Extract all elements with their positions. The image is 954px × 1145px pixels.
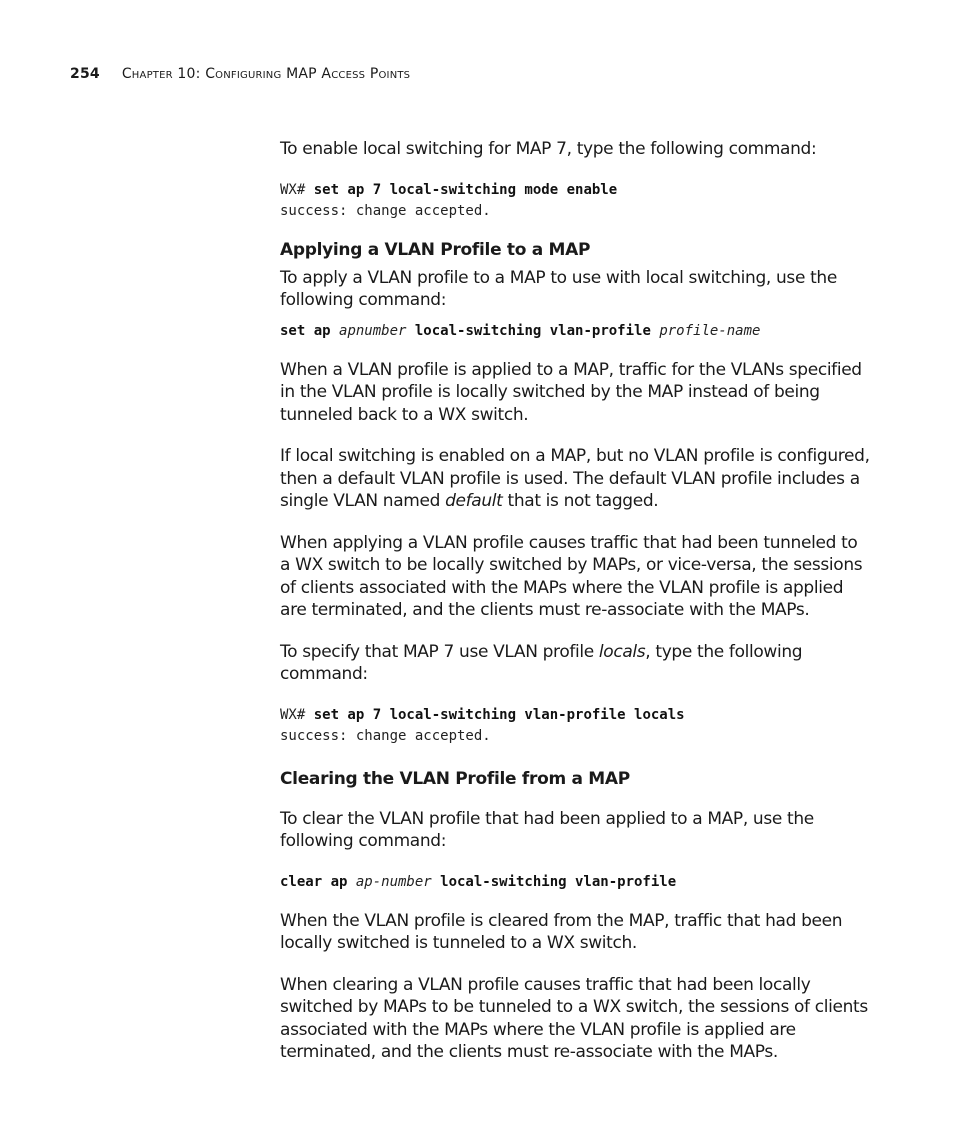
emphasis-locals: locals bbox=[598, 641, 646, 662]
syntax-set-ap-vlan-profile bbox=[280, 321, 870, 342]
page-number: 254 bbox=[70, 66, 100, 82]
section-heading-clear-vlan-profile: Clearing the VLAN Profile from a MAP bbox=[280, 768, 630, 789]
cli-prompt: WX# bbox=[280, 181, 314, 198]
syntax-argument: ap-number bbox=[355, 873, 432, 890]
code-block-set-vlan-profile-locals bbox=[280, 705, 870, 747]
intro-paragraph: To enable local switching for MAP 7, type the following command: bbox=[280, 139, 817, 159]
syntax-keyword: set ap bbox=[280, 322, 340, 339]
syntax-keyword: clear ap bbox=[280, 873, 356, 890]
clear-session-termination-paragraph: When clearing a VLAN profile causes traffic that had been locally switched by MAPs to be tunneled to a WX switch, the sessions of clients associated with the MAPs where the VLAN profile is applied are terminated, and the clients must re-associate with the MAPs. bbox=[280, 974, 868, 1062]
syntax-clear-ap-vlan-profile bbox=[280, 872, 870, 893]
cli-prompt: WX# bbox=[280, 706, 314, 723]
session-termination-paragraph: When applying a VLAN profile causes traffic that had been tunneled to a WX switch to be locally switched by MAPs, or vice-versa, the sessions of clients associated with the MAPs where the VLAN profile is applied are terminated, and the clients must re-associate with the MAPs. bbox=[280, 532, 863, 620]
clear-intro-paragraph: To clear the VLAN profile that had been applied to a MAP, use the following command: bbox=[280, 808, 814, 851]
clear-behavior-paragraph: When the VLAN profile is cleared from the MAP, traffic that had been locally switched is tunneled to a WX switch. bbox=[280, 910, 843, 953]
page-header bbox=[70, 66, 410, 82]
chapter-title: Chapter 10: Configuring MAP Access Points bbox=[121, 66, 411, 82]
cli-output: success: change accepted. bbox=[280, 727, 491, 744]
syntax-argument: apnumber bbox=[339, 322, 407, 339]
syntax-keyword: local-switching vlan-profile bbox=[406, 322, 660, 339]
page-content bbox=[280, 138, 870, 1064]
apply-behavior-paragraph: When a VLAN profile is applied to a MAP, traffic for the VLANs specified in the VLAN profile is locally switched by the MAP instead of being tunneled back to a WX switch. bbox=[280, 359, 862, 425]
cli-command: set ap 7 local-switching vlan-profile locals bbox=[313, 706, 685, 723]
apply-intro-paragraph: To apply a VLAN profile to a MAP to use with local switching, use the following command: bbox=[280, 267, 837, 310]
default-profile-paragraph: If local switching is enabled on a MAP, but no VLAN profile is configured, then a default VLAN profile is used. The default VLAN profile includes a single VLAN named default that is not tagged. bbox=[280, 446, 870, 511]
emphasis-default: default bbox=[445, 491, 503, 511]
syntax-keyword: local-switching vlan-profile bbox=[431, 873, 677, 890]
code-block-enable-local-switching bbox=[280, 180, 870, 222]
syntax-argument: profile-name bbox=[659, 322, 761, 339]
section-heading-apply-vlan-profile: Applying a VLAN Profile to a MAP bbox=[280, 239, 591, 260]
cli-output: success: change accepted. bbox=[280, 202, 491, 219]
cli-command: set ap 7 local-switching mode enable bbox=[313, 181, 618, 198]
specify-profile-paragraph: To specify that MAP 7 use VLAN profile locals, type the following command: bbox=[280, 641, 803, 684]
